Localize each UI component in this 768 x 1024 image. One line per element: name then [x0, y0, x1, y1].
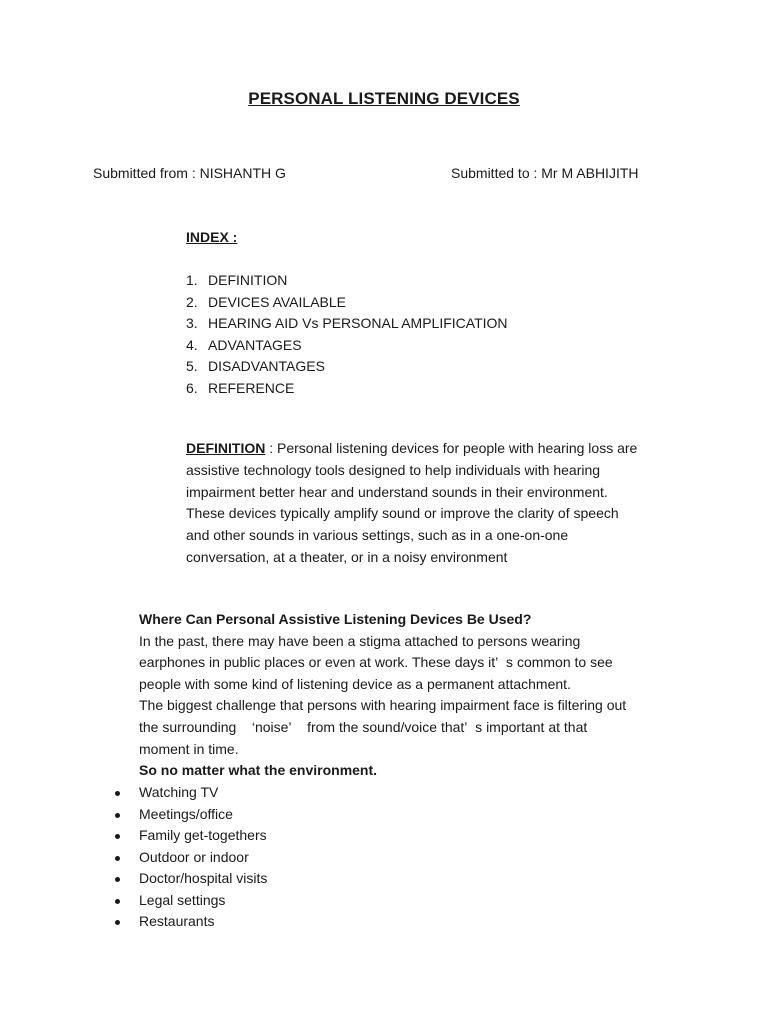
bullet-icon — [115, 791, 120, 796]
definition-line: assistive technology tools designed to help individuals with hearing — [186, 461, 601, 478]
list-item — [139, 782, 267, 804]
submitted-from: Submitted from : NISHANTH G — [93, 165, 286, 181]
index-item — [186, 356, 508, 378]
index-item-number: 5. — [186, 358, 198, 374]
index-item-number: 4. — [186, 336, 198, 353]
definition-text: : Personal listening devices for people with hearing loss are — [265, 440, 638, 456]
bullet-icon — [115, 834, 120, 839]
index-item-number: 6. — [186, 379, 198, 396]
usage-line: people with some kind of listening device as a permanent attachment. — [139, 675, 571, 692]
list-item — [139, 847, 267, 869]
index-item-label: HEARING AID Vs PERSONAL AMPLIFICATION — [208, 315, 508, 331]
index-list — [186, 270, 508, 399]
definition-label: DEFINITION — [186, 440, 266, 456]
list-item — [139, 804, 267, 826]
index-item-label: DEVICES AVAILABLE — [208, 293, 346, 310]
bullet-icon — [115, 920, 120, 925]
list-item-label: Restaurants — [139, 913, 215, 929]
list-item-label: Doctor/hospital visits — [139, 870, 268, 886]
index-item-number: 1. — [186, 272, 198, 288]
list-item-label: Watching TV — [139, 784, 219, 800]
usage-line: moment in time. — [139, 740, 239, 757]
index-item-label: DISADVANTAGES — [208, 358, 325, 374]
list-item-label: Legal settings — [139, 891, 226, 908]
definition-line: conversation, at a theater, or in a noisy environment — [186, 548, 508, 565]
list-item-label: Outdoor or indoor — [139, 848, 249, 865]
document-title: PERSONAL LISTENING DEVICES — [248, 89, 520, 108]
list-item-label: Meetings/office — [139, 805, 233, 822]
index-item — [186, 313, 508, 335]
usage-line: the surrounding ‘noise’ from the sound/voice that’ s important at that — [139, 718, 588, 735]
bullet-icon — [115, 899, 120, 904]
index-item — [186, 292, 508, 314]
definition-paragraph — [186, 438, 686, 569]
index-item — [186, 335, 508, 357]
definition-line: impairment better hear and understand sounds in their environment. — [186, 483, 608, 500]
index-item-number: 3. — [186, 315, 198, 331]
usage-heading: Where Can Personal Assistive Listening Devices Be Used? — [139, 611, 532, 627]
usage-section — [139, 609, 699, 782]
index-item — [186, 378, 508, 400]
environment-list — [139, 782, 267, 933]
definition-line: and other sounds in various settings, such as in a one-on-one — [186, 527, 569, 544]
list-item — [139, 890, 267, 912]
usage-line: earphones in public places or even at work. These days it’ s common to see — [139, 654, 613, 671]
list-item — [139, 911, 267, 933]
list-item — [139, 868, 267, 890]
index-item-label: ADVANTAGES — [208, 336, 302, 353]
usage-closing: So no matter what the environment. — [139, 762, 378, 779]
index-heading: INDEX : — [186, 229, 238, 245]
usage-line: The biggest challenge that persons with hearing impairment face is filtering out — [139, 697, 627, 714]
index-item-label: REFERENCE — [208, 379, 295, 396]
list-item-label: Family get-togethers — [139, 827, 267, 843]
index-item-number: 2. — [186, 293, 198, 310]
definition-line — [186, 438, 686, 460]
submitted-to: Submitted to : Mr M ABHIJITH — [451, 165, 639, 181]
bullet-icon — [115, 877, 120, 882]
index-item-label: DEFINITION — [208, 272, 288, 288]
index-item — [186, 270, 508, 292]
usage-line: In the past, there may have been a stigma attached to persons wearing — [139, 632, 581, 649]
bullet-icon — [115, 813, 120, 818]
list-item — [139, 825, 267, 847]
definition-line: These devices typically amplify sound or improve the clarity of speech — [186, 505, 619, 522]
bullet-icon — [115, 856, 120, 861]
